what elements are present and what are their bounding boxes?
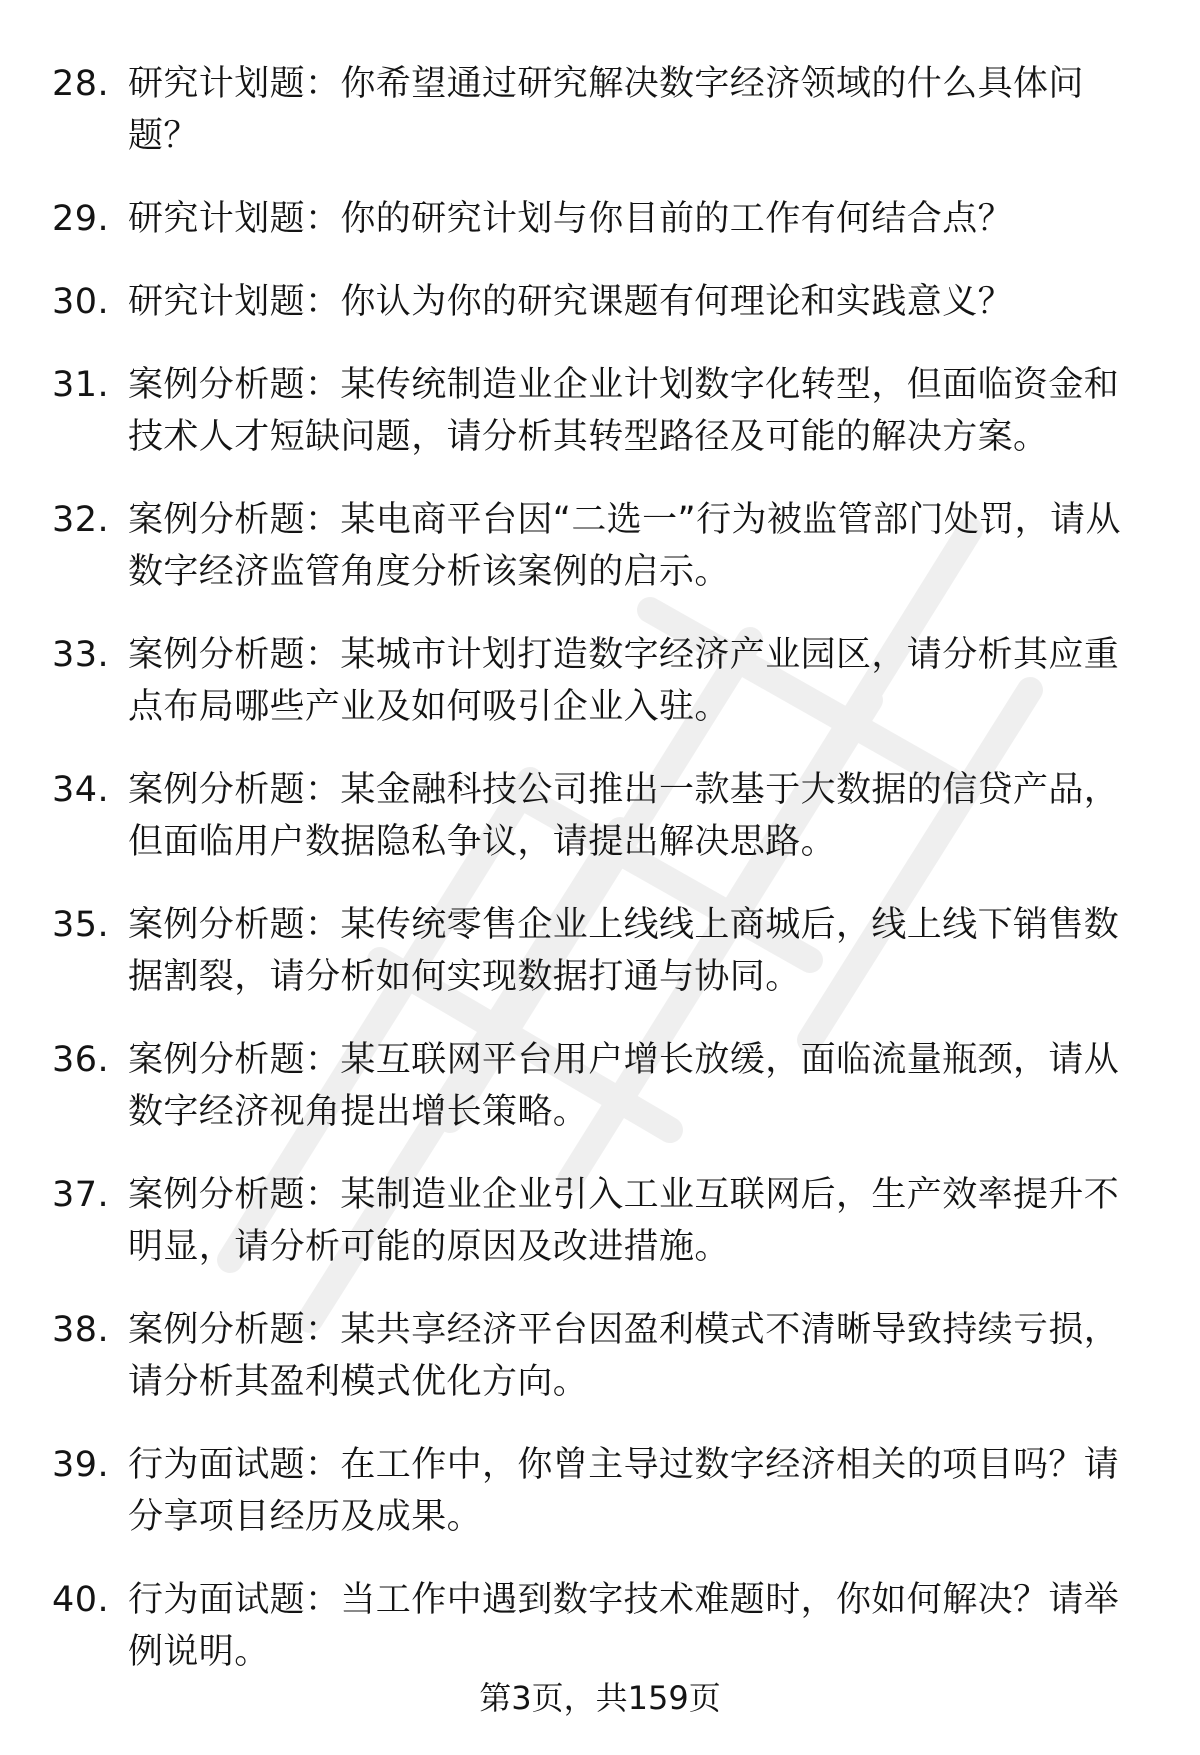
question-text: 案例分析题：某城市计划打造数字经济产业园区，请分析其应重点布局哪些产业及如何吸引企业入驻。 <box>128 635 1120 727</box>
question-number: 34. <box>52 770 110 810</box>
question-number: 40. <box>52 1580 110 1620</box>
question-number: 38. <box>52 1310 110 1350</box>
question-item <box>52 276 1152 328</box>
question-text: 行为面试题：在工作中，你曾主导过数字经济相关的项目吗？请分享项目经历及成果。 <box>128 1445 1120 1537</box>
question-text: 研究计划题：你希望通过研究解决数字经济领域的什么具体问题？ <box>128 64 1084 156</box>
question-item <box>52 494 1152 598</box>
question-number: 36. <box>52 1040 110 1080</box>
question-item <box>52 1574 1152 1678</box>
question-text: 研究计划题：你认为你的研究课题有何理论和实践意义？ <box>128 282 1014 322</box>
question-item <box>52 359 1152 463</box>
question-number: 31. <box>52 365 110 405</box>
question-item <box>52 899 1152 1003</box>
question-text: 案例分析题：某共享经济平台因盈利模式不清晰导致持续亏损，请分析其盈利模式优化方向。 <box>128 1310 1120 1402</box>
question-text: 案例分析题：某传统零售企业上线线上商城后，线上线下销售数据割裂，请分析如何实现数据打通与协同。 <box>128 905 1120 997</box>
question-item <box>52 1034 1152 1138</box>
question-list <box>52 58 1152 1709</box>
question-item <box>52 1169 1152 1273</box>
question-text: 案例分析题：某金融科技公司推出一款基于大数据的信贷产品，但面临用户数据隐私争议，请提出解决思路。 <box>128 770 1120 862</box>
question-number: 28. <box>52 64 110 104</box>
question-text: 案例分析题：某互联网平台用户增长放缓，面临流量瓶颈，请从数字经济视角提出增长策略。 <box>128 1040 1120 1132</box>
question-item <box>52 58 1152 162</box>
question-number: 37. <box>52 1175 110 1215</box>
question-text: 案例分析题：某传统制造业企业计划数字化转型，但面临资金和技术人才短缺问题，请分析其转型路径及可能的解决方案。 <box>128 365 1120 457</box>
question-text: 行为面试题：当工作中遇到数字技术难题时，你如何解决？请举例说明。 <box>128 1580 1120 1672</box>
question-number: 29. <box>52 199 110 239</box>
page-footer: 第3页，共159页 <box>479 1679 721 1717</box>
question-text: 研究计划题：你的研究计划与你目前的工作有何结合点？ <box>128 199 1014 239</box>
question-item <box>52 193 1152 245</box>
question-item <box>52 1439 1152 1543</box>
question-item <box>52 629 1152 733</box>
question-text: 案例分析题：某制造业企业引入工业互联网后，生产效率提升不明显，请分析可能的原因及改进措施。 <box>128 1175 1120 1267</box>
question-number: 33. <box>52 635 110 675</box>
question-item <box>52 764 1152 868</box>
question-number: 35. <box>52 905 110 945</box>
question-item <box>52 1304 1152 1408</box>
question-number: 39. <box>52 1445 110 1485</box>
question-text: 案例分析题：某电商平台因“二选一”行为被监管部门处罚，请从数字经济监管角度分析该案例的启示。 <box>128 500 1121 592</box>
question-number: 30. <box>52 282 110 322</box>
question-number: 32. <box>52 500 110 540</box>
